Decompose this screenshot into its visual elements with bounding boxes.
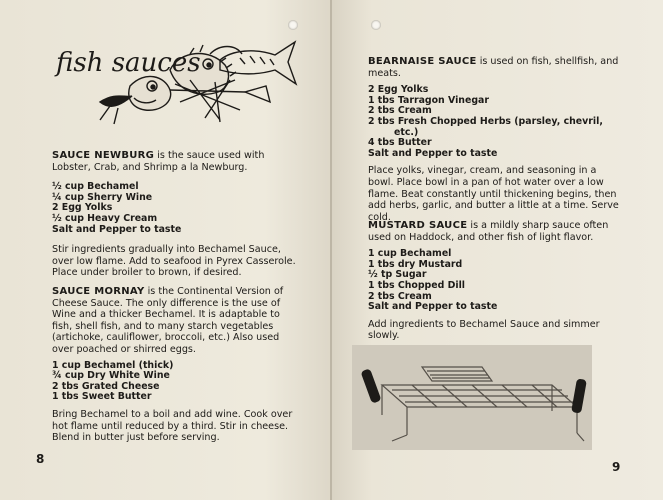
newburg-instructions: Stir ingredients gradually into Bechamel Sauce, over low flame. Add to seafood in Pyrex Casserole. Place under broiler to brown, if desired.: [52, 244, 296, 279]
section-title: fish sauces: [56, 48, 201, 78]
newburg-intro-text: is the sauce used with Lobster, Crab, and Shrimp a la Newburg.: [52, 150, 265, 173]
ingredient: 4 tbs Butter: [368, 137, 432, 149]
newburg-keyword: SAUCE NEWBURG: [52, 150, 155, 161]
ingredient: 2 tbs Cream: [368, 105, 432, 117]
mustard-instructions: Add ingredients to Bechamel Sauce and simmer slowly.: [368, 318, 600, 342]
ingredient: Salt and Pepper to taste: [368, 147, 498, 159]
newburg-intro: [52, 150, 302, 173]
ingredient: 2 tbs Cream: [368, 290, 432, 302]
ingredient: 1 tbs Sweet Butter: [52, 391, 152, 403]
ingredient: 2 tbs Fresh Chopped Herbs (parsley, chevril,: [368, 115, 603, 127]
ingredient: 2 Egg Yolks: [52, 202, 113, 214]
ingredient: 1 cup Bechamel: [368, 248, 452, 260]
ingredient: ½ cup Bechamel: [52, 181, 139, 193]
ingredient: 2 Egg Yolks: [368, 84, 429, 96]
mornay-intro-text: is the Continental Version of Cheese Sauce. The only difference is the use of Wine and a thicker Bechamel. It is adaptable to fish, shell fish, and to many starch vegetables (artichoke, cauliflower, broccoli, etc.) Also used over poached or shirred eggs.: [52, 286, 284, 355]
ingredient: ¼ cup Sherry Wine: [52, 191, 153, 203]
mornay-ingredients: [52, 361, 302, 403]
bearnaise-section: [368, 56, 620, 223]
newburg-ingredients: [52, 182, 302, 235]
mornay-instructions: Bring Bechamel to a boil and add wine. Cook over hot flame until reduced by a third. Stir in cheese. Blend in butter just before serving.: [52, 408, 293, 444]
binder-hole: [371, 20, 381, 30]
left-page: [0, 0, 331, 500]
mornay-section: [52, 286, 302, 444]
mustard-intro-text: is a mildly sharp sauce often used on Haddock, and other fish of light flavor.: [368, 220, 609, 243]
mornay-intro: [52, 286, 302, 356]
mustard-ingredients: [368, 249, 620, 313]
broiler-grill-photo: [352, 345, 592, 450]
ingredient: Salt and Pepper to taste: [368, 301, 498, 313]
mornay-keyword: SAUCE MORNAY: [52, 286, 145, 297]
bearnaise-intro: [368, 56, 620, 79]
ingredient: etc.): [394, 126, 419, 138]
bearnaise-instructions: Place yolks, vinegar, cream, and seasoning in a bowl. Place bowl in a pan of hot water over a low flame. Beat constantly until thickening begins, then add herbs, garlic, and butter a little at a time. Serve cold.: [368, 165, 619, 223]
ingredient: 1 tbs dry Mustard: [368, 258, 463, 270]
ingredient: Salt and Pepper to taste: [52, 223, 182, 235]
mustard-intro: [368, 220, 620, 243]
mustard-section: [368, 220, 620, 342]
ingredient: ½ cup Heavy Cream: [52, 212, 158, 224]
ingredient: 1 tbs Tarragon Vinegar: [368, 94, 489, 106]
newburg-section: [52, 150, 302, 279]
ingredient: ¾ cup Dry White Wine: [52, 370, 170, 382]
bearnaise-ingredients: [368, 85, 620, 159]
ingredient: 1 tbs Chopped Dill: [368, 279, 465, 291]
page-number: 9: [612, 460, 621, 474]
ingredient: ½ tp Sugar: [368, 269, 427, 281]
ingredient: 1 cup Bechamel (thick): [52, 359, 174, 371]
page-number: 8: [36, 452, 45, 466]
bearnaise-intro-text: is used on fish, shellfish, and meats.: [368, 56, 619, 79]
mustard-keyword: MUSTARD SAUCE: [368, 220, 468, 231]
bearnaise-keyword: BEARNAISE SAUCE: [368, 56, 477, 67]
ingredient: 2 tbs Grated Cheese: [52, 380, 160, 392]
binder-hole: [288, 20, 298, 30]
